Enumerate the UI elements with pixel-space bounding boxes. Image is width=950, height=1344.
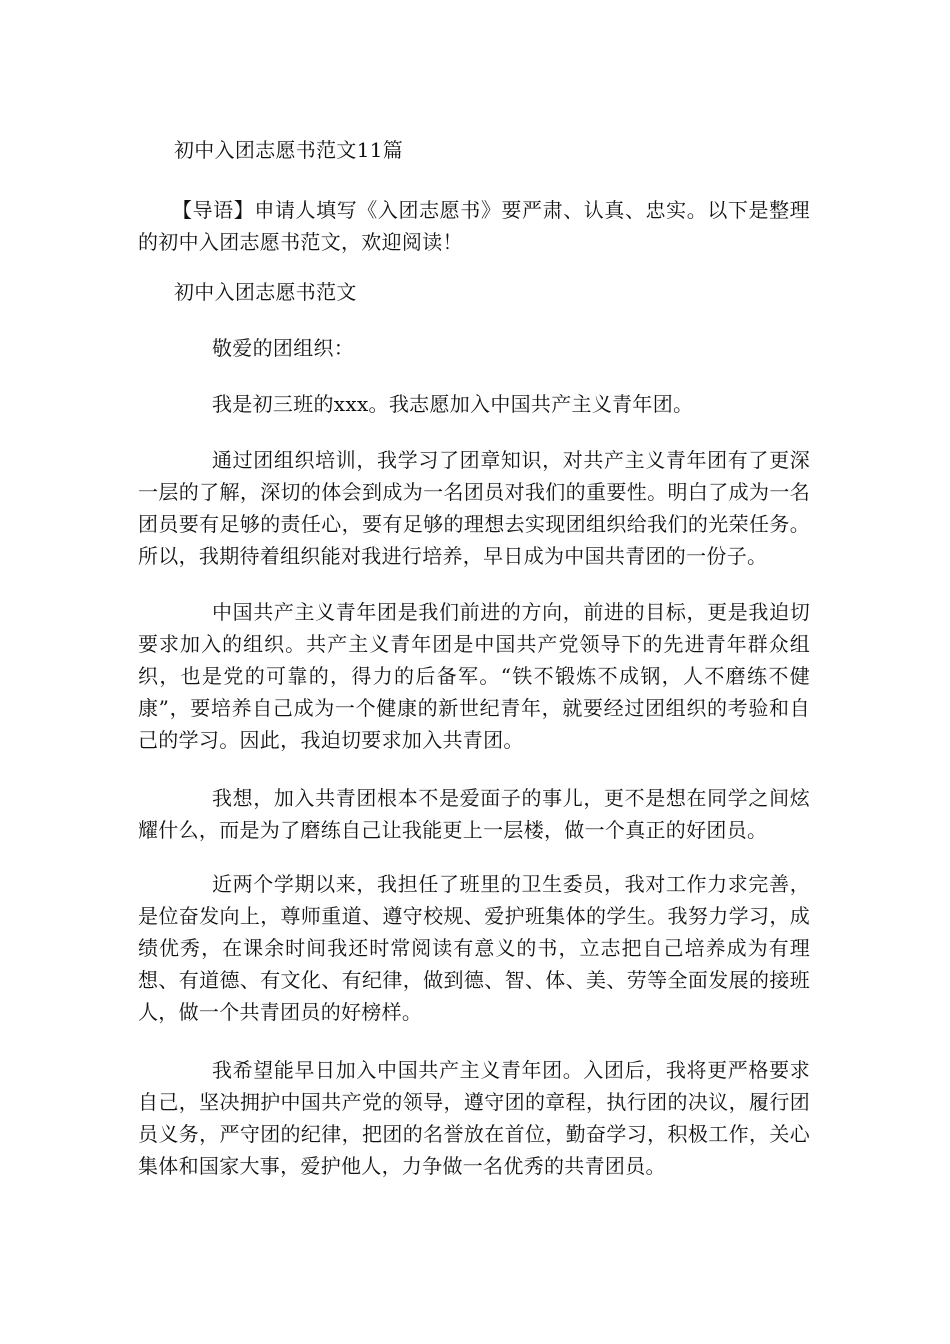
body-paragraph-5: 我希望能早日加入中国共产主义青年团。入团后，我将更严格要求自己，坚决拥护中国共产党的领导，遵守团的章程，执行团的决议，履行团员义务，严守团的纪律，把团的名誉放在首位，勤奋学习，积极工作，关心集体和国家大事，爱护他人，力争做一名优秀的共青团员。: [138, 1058, 810, 1178]
body-paragraph-2: 中国共产主义青年团是我们前进的方向，前进的目标，更是我迫切要求加入的组织。共产主义青年团是中国共产党领导下的先进青年群众组织，也是党的可靠的，得力的后备军。“铁不锻炼不成钢，人不磨练不健康”，要培养自己成为一个健康的新世纪青年，就要经过团组织的考验和自己的学习。因此，我迫切要求加入共青团。: [138, 600, 810, 752]
body-paragraph-1: 通过团组织培训，我学习了团章知识，对共产主义青年团有了更深一层的了解，深切的体会到成为一名团员对我们的重要性。明白了成为一名团员要有足够的责任心，要有足够的理想去实现团组织给我们的光荣任务。所以，我期待着组织能对我进行培养，早日成为中国共青团的一份子。: [138, 448, 810, 568]
body-paragraph-3: 我想，加入共青团根本不是爱面子的事儿，更不是想在同学之间炫耀什么，而是为了磨练自己让我能更上一层楼，做一个真正的好团员。: [138, 786, 810, 842]
document-title: 初中入团志愿书范文11篇: [174, 138, 404, 162]
intro-line: 我是初三班的xxx。我志愿加入中国共产主义青年团。: [212, 392, 694, 416]
lead-paragraph: 【导语】申请人填写《入团志愿书》要严肃、认真、忠实。以下是整理的初中入团志愿书范文，欢迎阅读！: [138, 198, 810, 254]
salutation: 敬爱的团组织：: [212, 336, 355, 360]
section-heading: 初中入团志愿书范文: [174, 280, 357, 304]
body-paragraph-4: 近两个学期以来，我担任了班里的卫生委员，我对工作力求完善，是位奋发向上，尊师重道、遵守校规、爱护班集体的学生。我努力学习，成绩优秀，在课余时间我还时常阅读有意义的书，立志把自己培养成为有理想、有道德、有文化、有纪律，做到德、智、体、美、劳等全面发展的接班人，做一个共青团员的好榜样。: [138, 872, 810, 1024]
